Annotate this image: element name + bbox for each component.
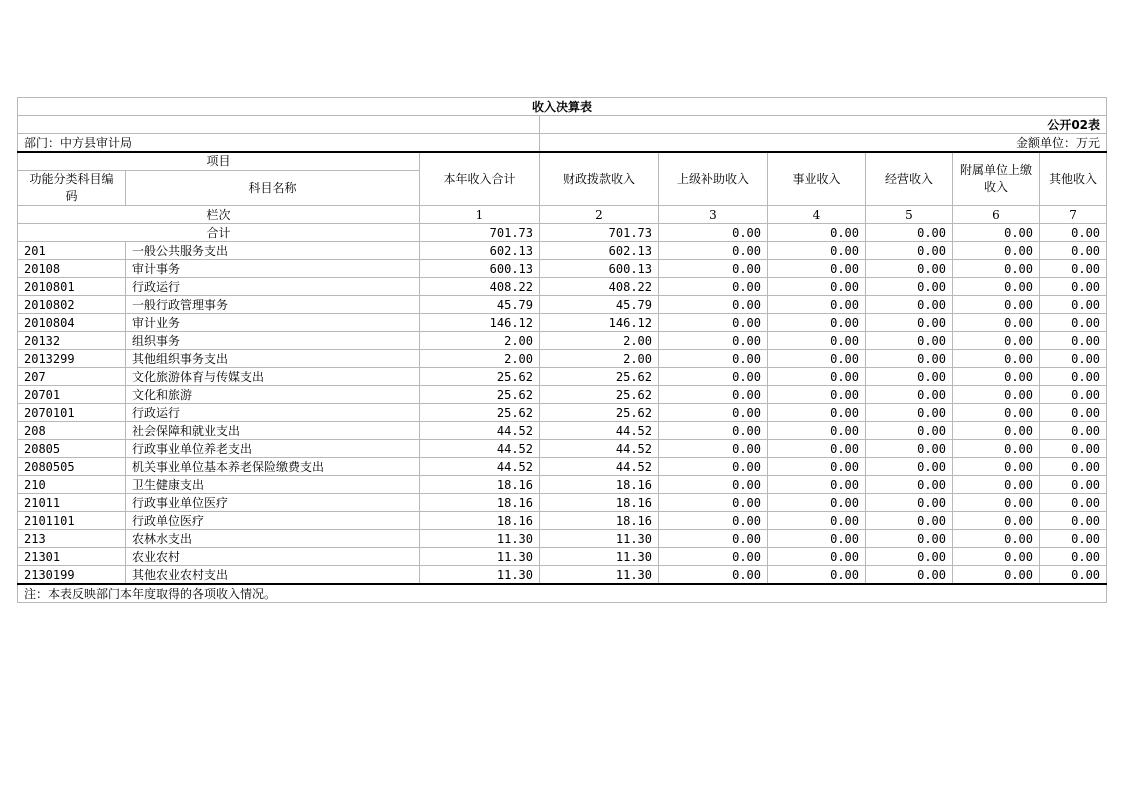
amount-cell: 2.00	[540, 332, 659, 350]
amount-cell: 408.22	[420, 278, 540, 296]
amount-cell: 2.00	[540, 350, 659, 368]
amount-cell: 18.16	[420, 512, 540, 530]
amount-cell: 25.62	[540, 368, 659, 386]
form-number: 公开02表	[540, 116, 1107, 134]
table-row	[18, 278, 1107, 296]
amount-cell: 18.16	[540, 494, 659, 512]
amount-cell: 44.52	[540, 458, 659, 476]
table-row	[18, 314, 1107, 332]
subject-name: 卫生健康支出	[126, 476, 420, 494]
amount-cell: 0.00	[1040, 368, 1107, 386]
amount-cell: 2.00	[420, 332, 540, 350]
amount-cell: 0.00	[1040, 458, 1107, 476]
amount-cell: 0.00	[659, 404, 768, 422]
amount-cell: 11.30	[420, 548, 540, 566]
amount-cell: 0.00	[1040, 404, 1107, 422]
total-cell: 0.00	[659, 224, 768, 242]
amount-cell: 0.00	[768, 368, 866, 386]
amount-cell: 0.00	[768, 494, 866, 512]
amount-cell: 0.00	[659, 386, 768, 404]
amount-cell: 0.00	[768, 386, 866, 404]
amount-cell: 0.00	[768, 530, 866, 548]
subject-code: 20701	[18, 386, 126, 404]
subject-name: 行政单位医疗	[126, 512, 420, 530]
amount-cell: 0.00	[866, 332, 953, 350]
amount-cell: 0.00	[659, 512, 768, 530]
amount-cell: 600.13	[420, 260, 540, 278]
subject-name: 一般行政管理事务	[126, 296, 420, 314]
table-row	[18, 260, 1107, 278]
amount-cell: 408.22	[540, 278, 659, 296]
amount-cell: 0.00	[953, 386, 1040, 404]
col-header-7: 其他收入	[1040, 152, 1107, 206]
index-cell: 2	[540, 206, 659, 224]
index-row	[18, 206, 1107, 224]
amount-cell: 11.30	[420, 530, 540, 548]
amount-cell: 0.00	[659, 332, 768, 350]
col-header-4: 事业收入	[768, 152, 866, 206]
index-cell: 4	[768, 206, 866, 224]
subject-name: 机关事业单位基本养老保险缴费支出	[126, 458, 420, 476]
subject-code: 207	[18, 368, 126, 386]
amount-cell: 0.00	[768, 422, 866, 440]
subject-code: 2101101	[18, 512, 126, 530]
amount-cell: 0.00	[768, 404, 866, 422]
amount-cell: 0.00	[659, 566, 768, 585]
amount-cell: 0.00	[768, 350, 866, 368]
amount-cell: 25.62	[540, 404, 659, 422]
subject-name: 行政事业单位养老支出	[126, 440, 420, 458]
col-header-3: 上级补助收入	[659, 152, 768, 206]
amount-cell: 0.00	[866, 440, 953, 458]
subject-name: 审计业务	[126, 314, 420, 332]
amount-cell: 0.00	[953, 296, 1040, 314]
amount-cell: 0.00	[1040, 494, 1107, 512]
amount-cell: 0.00	[866, 548, 953, 566]
code-column-header: 功能分类科目编码	[18, 171, 126, 206]
total-cell: 701.73	[420, 224, 540, 242]
table-row	[18, 422, 1107, 440]
table-row	[18, 548, 1107, 566]
subject-code: 2070101	[18, 404, 126, 422]
amount-cell: 0.00	[1040, 242, 1107, 260]
index-cell: 6	[953, 206, 1040, 224]
total-cell: 0.00	[953, 224, 1040, 242]
amount-cell: 0.00	[953, 476, 1040, 494]
amount-cell: 45.79	[420, 296, 540, 314]
table-row	[18, 458, 1107, 476]
amount-cell: 0.00	[659, 548, 768, 566]
amount-cell: 0.00	[659, 296, 768, 314]
subject-code: 2010804	[18, 314, 126, 332]
amount-cell: 0.00	[768, 512, 866, 530]
amount-cell: 0.00	[1040, 278, 1107, 296]
amount-cell: 0.00	[866, 386, 953, 404]
subject-name: 一般公共服务支出	[126, 242, 420, 260]
index-cell: 1	[420, 206, 540, 224]
amount-cell: 0.00	[866, 242, 953, 260]
unit-label: 金额单位：万元	[540, 134, 1107, 153]
amount-cell: 0.00	[768, 332, 866, 350]
index-cell: 3	[659, 206, 768, 224]
table-row	[18, 530, 1107, 548]
amount-cell: 0.00	[659, 476, 768, 494]
amount-cell: 0.00	[659, 494, 768, 512]
subject-code: 2013299	[18, 350, 126, 368]
amount-cell: 0.00	[768, 566, 866, 585]
amount-cell: 0.00	[953, 350, 1040, 368]
amount-cell: 18.16	[420, 476, 540, 494]
department-label: 部门：中方县审计局	[18, 134, 540, 153]
table-row	[18, 242, 1107, 260]
amount-cell: 0.00	[768, 458, 866, 476]
amount-cell: 2.00	[420, 350, 540, 368]
subject-name: 社会保障和就业支出	[126, 422, 420, 440]
amount-cell: 0.00	[768, 440, 866, 458]
amount-cell: 44.52	[420, 440, 540, 458]
amount-cell: 600.13	[540, 260, 659, 278]
amount-cell: 0.00	[659, 350, 768, 368]
title-row	[18, 98, 1107, 116]
amount-cell: 0.00	[1040, 350, 1107, 368]
amount-cell: 0.00	[1040, 440, 1107, 458]
amount-cell: 602.13	[420, 242, 540, 260]
note-row	[18, 584, 1107, 603]
amount-cell: 0.00	[866, 476, 953, 494]
amount-cell: 0.00	[1040, 566, 1107, 585]
table-row	[18, 494, 1107, 512]
name-column-header: 科目名称	[126, 171, 420, 206]
amount-cell: 18.16	[540, 476, 659, 494]
amount-cell: 0.00	[866, 296, 953, 314]
table-row	[18, 566, 1107, 585]
amount-cell: 0.00	[659, 314, 768, 332]
total-cell: 0.00	[866, 224, 953, 242]
amount-cell: 0.00	[659, 260, 768, 278]
project-header: 项目	[18, 152, 420, 171]
subject-code: 2010801	[18, 278, 126, 296]
subject-code: 2010802	[18, 296, 126, 314]
amount-cell: 0.00	[866, 512, 953, 530]
amount-cell: 0.00	[768, 260, 866, 278]
col-header-2: 财政拨款收入	[540, 152, 659, 206]
amount-cell: 0.00	[866, 260, 953, 278]
amount-cell: 0.00	[953, 512, 1040, 530]
amount-cell: 11.30	[540, 566, 659, 585]
table-row	[18, 296, 1107, 314]
table-row	[18, 332, 1107, 350]
amount-cell: 0.00	[659, 458, 768, 476]
amount-cell: 44.52	[420, 422, 540, 440]
amount-cell: 0.00	[1040, 422, 1107, 440]
header-row-1	[18, 152, 1107, 171]
amount-cell: 0.00	[768, 278, 866, 296]
subject-code: 2080505	[18, 458, 126, 476]
amount-cell: 0.00	[866, 278, 953, 296]
meta-row	[18, 134, 1107, 153]
table-title: 收入决算表	[18, 98, 1107, 116]
amount-cell: 44.52	[420, 458, 540, 476]
subject-name: 审计事务	[126, 260, 420, 278]
amount-cell: 0.00	[953, 494, 1040, 512]
income-final-accounts-table	[17, 97, 1107, 603]
subject-name: 行政运行	[126, 404, 420, 422]
amount-cell: 0.00	[866, 458, 953, 476]
amount-cell: 0.00	[768, 548, 866, 566]
total-label: 合计	[18, 224, 420, 242]
col-header-1: 本年收入合计	[420, 152, 540, 206]
amount-cell: 0.00	[659, 278, 768, 296]
subject-code: 201	[18, 242, 126, 260]
amount-cell: 45.79	[540, 296, 659, 314]
table-row	[18, 368, 1107, 386]
index-cell: 5	[866, 206, 953, 224]
amount-cell: 0.00	[866, 422, 953, 440]
amount-cell: 0.00	[1040, 512, 1107, 530]
amount-cell: 146.12	[420, 314, 540, 332]
amount-cell: 0.00	[953, 458, 1040, 476]
amount-cell: 0.00	[953, 332, 1040, 350]
amount-cell: 0.00	[866, 566, 953, 585]
amount-cell: 0.00	[659, 440, 768, 458]
amount-cell: 0.00	[866, 404, 953, 422]
subject-name: 行政事业单位医疗	[126, 494, 420, 512]
subject-name: 行政运行	[126, 278, 420, 296]
subject-name: 文化和旅游	[126, 386, 420, 404]
amount-cell: 602.13	[540, 242, 659, 260]
amount-cell: 0.00	[768, 314, 866, 332]
table-row	[18, 512, 1107, 530]
subject-code: 20108	[18, 260, 126, 278]
form-no-row	[18, 116, 1107, 134]
amount-cell: 0.00	[1040, 332, 1107, 350]
total-cell: 701.73	[540, 224, 659, 242]
amount-cell: 0.00	[866, 368, 953, 386]
subject-code: 2130199	[18, 566, 126, 585]
subject-name: 组织事务	[126, 332, 420, 350]
subject-name: 其他农业农村支出	[126, 566, 420, 585]
table-row	[18, 386, 1107, 404]
amount-cell: 0.00	[1040, 386, 1107, 404]
amount-cell: 11.30	[420, 566, 540, 585]
subject-code: 210	[18, 476, 126, 494]
table-row	[18, 476, 1107, 494]
table-row	[18, 350, 1107, 368]
index-label: 栏次	[18, 206, 420, 224]
subject-code: 20132	[18, 332, 126, 350]
amount-cell: 0.00	[953, 440, 1040, 458]
amount-cell: 0.00	[659, 422, 768, 440]
amount-cell: 0.00	[659, 368, 768, 386]
amount-cell: 25.62	[420, 386, 540, 404]
amount-cell: 0.00	[953, 260, 1040, 278]
amount-cell: 0.00	[1040, 476, 1107, 494]
amount-cell: 0.00	[953, 548, 1040, 566]
col-header-6: 附属单位上缴收入	[953, 152, 1040, 206]
subject-name: 农林水支出	[126, 530, 420, 548]
subject-code: 213	[18, 530, 126, 548]
amount-cell: 11.30	[540, 548, 659, 566]
amount-cell: 0.00	[953, 404, 1040, 422]
amount-cell: 0.00	[1040, 296, 1107, 314]
table-row	[18, 404, 1107, 422]
amount-cell: 0.00	[1040, 548, 1107, 566]
amount-cell: 18.16	[420, 494, 540, 512]
amount-cell: 0.00	[768, 296, 866, 314]
amount-cell: 0.00	[659, 530, 768, 548]
amount-cell: 0.00	[953, 422, 1040, 440]
amount-cell: 0.00	[866, 530, 953, 548]
amount-cell: 25.62	[420, 404, 540, 422]
amount-cell: 0.00	[1040, 530, 1107, 548]
index-cell: 7	[1040, 206, 1107, 224]
table-note: 注：本表反映部门本年度取得的各项收入情况。	[18, 584, 1107, 603]
total-cell: 0.00	[768, 224, 866, 242]
col-header-5: 经营收入	[866, 152, 953, 206]
subject-code: 21011	[18, 494, 126, 512]
subject-name: 农业农村	[126, 548, 420, 566]
amount-cell: 0.00	[1040, 314, 1107, 332]
amount-cell: 146.12	[540, 314, 659, 332]
amount-cell: 0.00	[659, 242, 768, 260]
total-row	[18, 224, 1107, 242]
amount-cell: 0.00	[953, 566, 1040, 585]
amount-cell: 0.00	[953, 314, 1040, 332]
subject-code: 208	[18, 422, 126, 440]
table-row	[18, 440, 1107, 458]
amount-cell: 0.00	[768, 242, 866, 260]
total-cell: 0.00	[1040, 224, 1107, 242]
amount-cell: 0.00	[866, 494, 953, 512]
amount-cell: 0.00	[953, 530, 1040, 548]
amount-cell: 0.00	[866, 314, 953, 332]
amount-cell: 11.30	[540, 530, 659, 548]
amount-cell: 0.00	[1040, 260, 1107, 278]
amount-cell: 0.00	[953, 368, 1040, 386]
subject-name: 文化旅游体育与传媒支出	[126, 368, 420, 386]
subject-code: 21301	[18, 548, 126, 566]
amount-cell: 0.00	[866, 350, 953, 368]
amount-cell: 25.62	[540, 386, 659, 404]
amount-cell: 0.00	[768, 476, 866, 494]
amount-cell: 0.00	[953, 278, 1040, 296]
amount-cell: 18.16	[540, 512, 659, 530]
amount-cell: 25.62	[420, 368, 540, 386]
amount-cell: 44.52	[540, 422, 659, 440]
amount-cell: 0.00	[953, 242, 1040, 260]
subject-code: 20805	[18, 440, 126, 458]
subject-name: 其他组织事务支出	[126, 350, 420, 368]
amount-cell: 44.52	[540, 440, 659, 458]
